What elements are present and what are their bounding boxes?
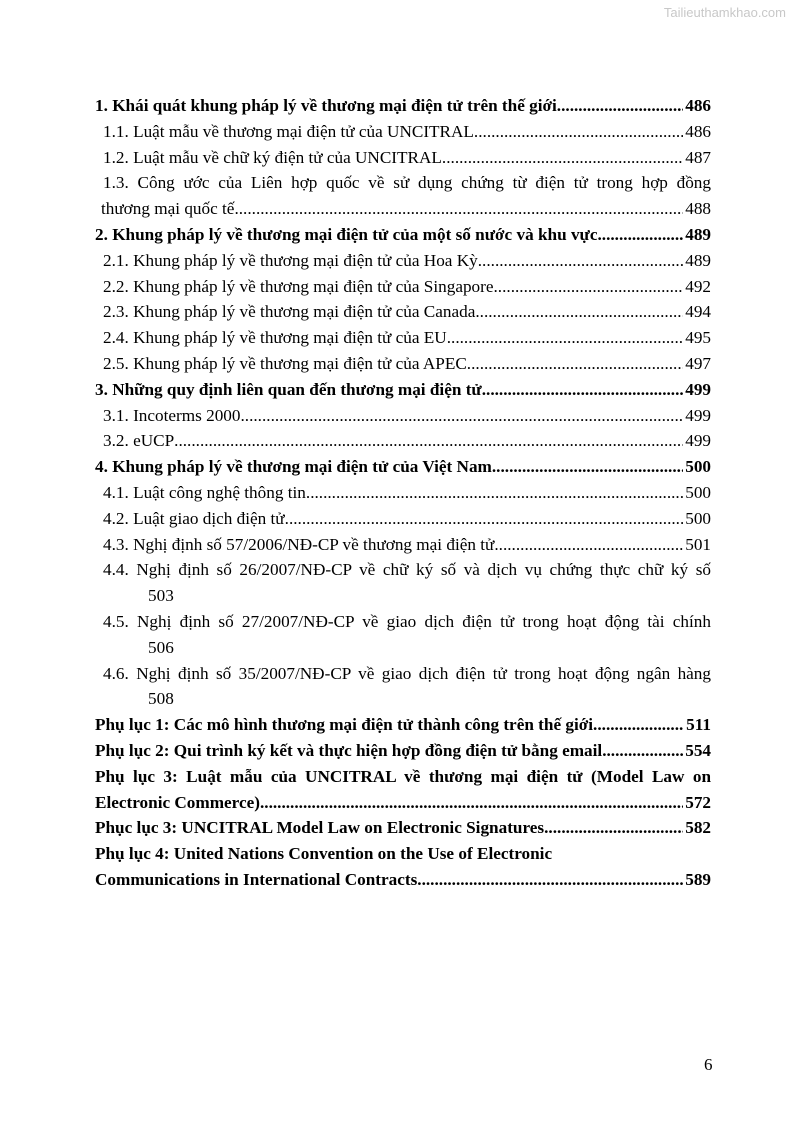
toc-entry[interactable] [95, 274, 711, 300]
dot-leader [494, 274, 684, 300]
toc-entry[interactable] [95, 145, 711, 171]
toc-entry[interactable] [95, 506, 711, 532]
dot-leader [494, 532, 683, 558]
dot-leader [306, 480, 683, 506]
toc-page-number: 488 [685, 199, 711, 219]
toc-row [95, 145, 711, 171]
toc-page-number: 572 [685, 792, 711, 812]
toc-entry[interactable] [95, 93, 711, 119]
toc-row [95, 170, 711, 196]
toc-entry[interactable] [95, 557, 711, 609]
toc-page-number: 486 [685, 96, 711, 115]
toc-entry[interactable] [95, 119, 711, 145]
toc-entry-title: Phụ lục 4: United Nations Convention on the Use of Electronic [95, 844, 553, 864]
toc-entry[interactable] [95, 351, 711, 377]
toc-entry-title: 4.2. Luật giao dịch điện tử [103, 508, 285, 528]
toc-row [95, 428, 711, 454]
toc-page-number: 508 [148, 689, 174, 709]
toc-entry[interactable] [95, 377, 711, 403]
toc-entry[interactable] [95, 841, 711, 893]
toc-row [95, 738, 711, 764]
toc-page-number: 500 [685, 508, 711, 528]
toc-page-number: 489 [685, 224, 711, 244]
dot-leader [174, 428, 683, 454]
dot-leader [260, 790, 683, 816]
toc-entry-title: 1.2. Luật mẫu về chữ ký điện tử của UNCITRAL [103, 147, 442, 167]
toc-row [95, 867, 711, 893]
toc-entry-title: Phụ lục 2: Qui trình ký kết và thực hiện hợp đồng điện tử bằng email [95, 740, 603, 760]
toc-entry-title: 2.1. Khung pháp lý về thương mại điện tử của Hoa Kỳ [103, 250, 478, 270]
toc-entry-title: 1.3. Công ước của Liên hợp quốc về sử dụng chứng từ điện tử trong hợp đồng [103, 173, 711, 193]
toc-page-number: 582 [685, 818, 711, 838]
toc-row [95, 274, 711, 300]
toc-page-number: 500 [685, 482, 711, 502]
toc-row [95, 454, 711, 480]
toc-entry[interactable] [95, 712, 711, 738]
toc-entry-title: 2. Khung pháp lý về thương mại điện tử của một số nước và khu vực [95, 224, 598, 244]
toc-row [95, 480, 711, 506]
dot-leader [285, 506, 684, 532]
toc-row [95, 119, 711, 145]
toc-entry[interactable] [95, 222, 711, 248]
watermark: Tailieuthamkhao.com [663, 5, 786, 20]
toc-row [95, 815, 711, 841]
toc-page-number: 489 [685, 250, 711, 270]
toc-entry-title: Phụ lục 1: Các mô hình thương mại điện tử thành công trên thế giới [95, 715, 594, 735]
toc-entry[interactable] [95, 248, 711, 274]
toc-page-number: 511 [686, 715, 711, 735]
toc-row [95, 351, 711, 377]
toc-page-number: 589 [685, 869, 711, 889]
dot-leader [602, 738, 683, 764]
dot-leader [240, 403, 683, 429]
toc-entry[interactable] [95, 299, 711, 325]
toc-page-number: 554 [685, 740, 711, 760]
toc-entry-title: 4.4. Nghị định số 26/2007/NĐ-CP về chữ ký số và dịch vụ chứng thực chữ ký số [103, 560, 711, 580]
toc-entry-title: Phụ lục 3: Luật mẫu của UNCITRAL về thương mại điện tử (Model Law on [95, 766, 711, 786]
toc-row [95, 661, 711, 687]
toc-entry-title: 4.3. Nghị định số 57/2006/NĐ-CP về thương mại điện tử [103, 534, 495, 554]
dot-leader [492, 454, 683, 480]
dot-leader [593, 712, 684, 738]
toc-entry[interactable] [95, 815, 711, 841]
toc-entry-title-continued: Communications in International Contracts [95, 869, 418, 889]
toc-row [95, 248, 711, 274]
toc-entry-title: 3. Những quy định liên quan đến thương mại điện tử [95, 379, 482, 399]
toc-page-number: 486 [685, 121, 711, 141]
toc-page-number: 501 [685, 534, 711, 554]
toc-row [95, 506, 711, 532]
dot-leader [474, 119, 683, 145]
dot-leader [417, 867, 683, 893]
toc-row [95, 299, 711, 325]
toc-row [95, 403, 711, 429]
dot-leader [478, 248, 683, 274]
toc-row [95, 377, 711, 403]
toc-page-number: 506 [148, 637, 174, 657]
toc-page-number: 495 [685, 328, 711, 348]
toc-entry-title: 2.3. Khung pháp lý về thương mại điện tử của Canada [103, 302, 476, 322]
toc-row [95, 712, 711, 738]
toc-page-number: 497 [685, 353, 711, 373]
toc-page-number: 499 [685, 379, 711, 399]
toc-entry-title: 3.2. eUCP [103, 431, 175, 451]
toc-row [95, 764, 711, 790]
toc-entry-title: 4.1. Luật công nghệ thông tin [103, 482, 306, 502]
toc-entry[interactable] [95, 325, 711, 351]
toc-entry-title-continued: thương mại quốc tế [101, 199, 235, 219]
dot-leader [597, 222, 683, 248]
toc-entry[interactable] [95, 661, 711, 713]
toc-entry-title: 4.5. Nghị định số 27/2007/NĐ-CP về giao dịch điện tử trong hoạt động tài chính [103, 611, 711, 631]
toc-entry[interactable] [95, 170, 711, 222]
toc-entry[interactable] [95, 764, 711, 816]
dot-leader [475, 299, 683, 325]
toc-row [95, 583, 711, 609]
toc-row [95, 790, 711, 816]
toc-row [95, 532, 711, 558]
toc-page-number: 499 [685, 405, 711, 425]
toc-entry-title: Phục lục 3: UNCITRAL Model Law on Electronic Signatures [95, 818, 545, 838]
page-number: 6 [704, 1055, 713, 1074]
toc-entry-title: 2.4. Khung pháp lý về thương mại điện tử của EU [103, 328, 447, 348]
toc-entry[interactable] [95, 454, 711, 480]
toc-entry-title: 2.5. Khung pháp lý về thương mại điện tử của APEC [103, 353, 467, 373]
dot-leader [482, 377, 683, 403]
toc-entry[interactable] [95, 738, 711, 764]
toc-page-number: 500 [685, 457, 711, 477]
table-of-contents [95, 93, 711, 893]
toc-entry[interactable] [95, 403, 711, 429]
dot-leader [447, 325, 684, 351]
toc-row [95, 325, 711, 351]
toc-entry-title: 3.1. Incoterms 2000 [103, 405, 241, 425]
toc-entry[interactable] [95, 428, 711, 454]
toc-page-number: 492 [685, 276, 711, 296]
toc-page-number: 499 [685, 431, 711, 451]
toc-page-number: 487 [685, 147, 711, 167]
dot-leader [544, 815, 683, 841]
toc-row [95, 635, 711, 661]
toc-entry-title: 1.1. Luật mẫu về thương mại điện tử của UNCITRAL [103, 121, 474, 141]
toc-entry-title: 2.2. Khung pháp lý về thương mại điện tử của Singapore [103, 276, 494, 296]
toc-row [95, 686, 711, 712]
toc-page-number: 503 [148, 586, 174, 606]
toc-row [95, 557, 711, 583]
toc-page-number: 494 [685, 302, 711, 322]
toc-entry-title: 4.6. Nghị định số 35/2007/NĐ-CP về giao dịch điện tử trong hoạt động ngân hàng [103, 663, 711, 683]
toc-row [95, 222, 711, 248]
dot-leader [442, 145, 683, 171]
toc-entry[interactable] [95, 480, 711, 506]
toc-row [95, 93, 711, 119]
toc-row [95, 841, 711, 867]
toc-entry[interactable] [95, 532, 711, 558]
toc-entry[interactable] [95, 609, 711, 661]
dot-leader [467, 351, 683, 377]
dot-leader [234, 196, 683, 222]
toc-row [95, 196, 711, 222]
toc-entry-title: 4. Khung pháp lý về thương mại điện tử của Việt Nam [95, 457, 492, 477]
toc-entry-title: 1. Khái quát khung pháp lý về thương mại điện tử trên thế giới [95, 96, 557, 115]
toc-entry-title-continued: Electronic Commerce) [95, 792, 260, 812]
toc-row [95, 609, 711, 635]
dot-leader [557, 93, 683, 119]
